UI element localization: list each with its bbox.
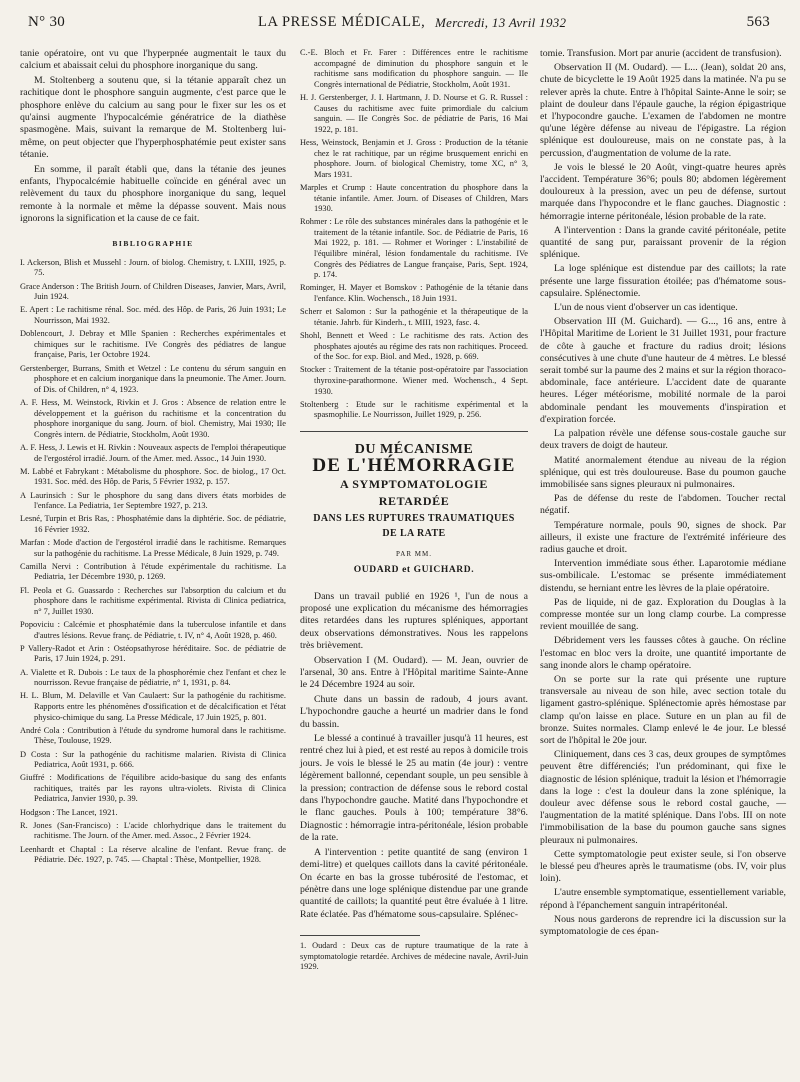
bib-entry: Doblencourt, J. Debray et Mlle Spanien : Recherches expérimentales et chimiques sur le rachitisme. IVe Congrès des pédiatres de langue française, Paris, 1er Octobre 1924.	[20, 329, 286, 360]
page-number: 563	[746, 14, 770, 30]
paragraph: Observation II (M. Oudard). — L... (Jean), soldat 20 ans, chute de bicyclette le 19 Août 1925 dans la matinée. N'a pu se relever après la chute. Entre à l'hôpital Sainte-Anne le soir; se plaint de douleur dans l'épaule gauche, la région épigastrique et l'hypocondre gauche. L'examen de l'abdomen ne montre qu'une légère défense au niveau de l'épigastre. La région splénique est douloureuse, mais on ne constate pas, à la percussion, d'augmentation de volume de la rate.	[540, 62, 786, 159]
paragraph: La loge splénique est distendue par des caillots; la rate présente une large fissuration étoilée; pas d'hématome sous-capsulaire. Splénectomie.	[540, 263, 786, 299]
article-byline-prefix: PAR MM.	[396, 550, 432, 559]
paragraph: Nous nous garderons de reprendre ici la discussion sur la symptomatologie de ces épan-	[540, 913, 786, 938]
article-authors: OUDARD et GUICHARD.	[353, 565, 475, 576]
issue-number: N° 30	[28, 14, 66, 30]
paragraph: tomie. Transfusion. Mort par anurie (accident de transfusion).	[540, 48, 782, 59]
paragraph: Matité anormalement étendue au niveau de la région splénique, qui est très douloureuse. Base du poumon gauche immobilisée sans signes pleuraux ni pulmonaires.	[540, 454, 786, 490]
article-title-line: DU MÉCANISME	[354, 441, 474, 457]
bib-entry: A Laurinsich : Sur le phosphore du sang dans divers états morbides de l'enfance. La Pediatria, 1er Septembre 1927, p. 213.	[20, 490, 286, 511]
article-title-line: DE L'HÉMORRAGIE	[312, 455, 516, 477]
paragraph: L'un de nous vient d'observer un cas identique.	[554, 302, 738, 314]
paragraph: Chute dans un bassin de radoub, 4 jours avant. L'hypochondre gauche a heurté un madrier dans le fond du bassin.	[300, 693, 528, 730]
column-right	[540, 48, 786, 940]
paragraph: Le blessé a continué à travailler jusqu'à 11 heures, est rentré chez lui à pied, et est resté au repos à domicile trois jours. Je vois le blessé le 25 au matin (4e jour) : ventre légèrement ballonné, cependant souple, un peu sensible à la pression; contraction de défense sous le rebord costal dans l'hypochondre gauche. Matité dans l'hypochondre et le flanc gauches. Pouls à 100; température 38°6. Diagnostic : hémorragie intra-péritonéale, lésion probable de la rate.	[300, 733, 528, 844]
bib-entry: Hess, Weinstock, Benjamin et J. Gross : Production de la tétanie chez le rat rachitique, par un régime brusquement enrichi en phosphore. Journ. of biological Chemistry, tome XC, n° 3, Mars 1931.	[300, 137, 528, 179]
paragraph: Observation I (M. Oudard). — M. Jean, ouvrier de l'arsenal, 30 ans. Entre à l'Hôpital maritime Sainte-Anne le 24 Décembre 1924 au soir.	[300, 654, 528, 691]
bib-entry: C.-E. Bloch et Fr. Farer : Différences entre le rachitisme accompagné de diminution du phosphore sanguin et le rachitisme sans modification du phosphore sanguin. — IIe Congrès international de Pédiatrie, Stockholm, Août 1931.	[300, 48, 528, 89]
bib-entry: A. Vialette et R. Dubois : Le taux de la phosphorémie chez l'enfant et chez le nourrisson. Revue française de pédiatrie, n° 1, 1931, p. 84.	[20, 667, 286, 688]
bib-entry: D Costa : Sur la pathogénie du rachitisme malarien. Rivista di Clinica Pediatrica, Août 1931, p. 666.	[20, 749, 286, 770]
article-title-line: RETARDÉE	[378, 493, 450, 508]
paragraph: On se porte sur la rate qui présente une rupture transversale au niveau de son hile, avec section totale du ligament gastro-splénique. Splénectomie après hémostase par clamp qu'on laisse en place. Suture en un plan au fil de bronze. Suites normales. Clamp enlevé le 4e jour. Le blessé sort de l'hôpital le 20e jour.	[540, 673, 786, 746]
paragraph: Pas de liquide, ni de gaz. Exploration du Douglas à la compresse montée sur un long clamp courbe. La compresse revient mouillée de sang.	[540, 596, 786, 633]
bibliography-list	[20, 258, 286, 866]
footnote: 1. Oudard : Deux cas de rupture traumatique de la rate à symptomatologie retardée. Archives de médecine navale, Avril-Juin 1929.	[300, 941, 528, 971]
bib-entry: Stocker : Traitement de la tétanie post-opératoire par l'association thyroxine-parathormone. Wiener med. Wochensch., 4 Sept. 1930.	[300, 365, 528, 396]
bib-entry: P Vallery-Radot et Arin : Ostéopsathyrose héréditaire. Soc. de pédiatrie de Paris, 17 Juin 1924, p. 291.	[20, 643, 286, 664]
paragraph: Dans un travail publié en 1926 ¹, l'un de nous a proposé une explication du mécanisme des hémorragies dites retardées dans les ruptures spléniques, apportant deux observations démonstratives. Nous les rappelons très brièvement.	[300, 590, 528, 652]
paragraph: Température normale, pouls 90, signes de shock. Par ailleurs, il existe une fracture de l'extrémité inférieure des radius gauche et droit.	[540, 519, 786, 555]
section-divider	[300, 431, 528, 432]
bib-entry: Lesné, Turpin et Bris Ras, : Phosphatémie dans la diphtérie. Soc. de pédiatrie, 16 Février 1932.	[20, 514, 286, 534]
bib-entry: A. F. Hess, J. Lewis et H. Rivkin : Nouveaux aspects de l'emploi thérapeutique de l'ergostérol irradié. Journ. of the Amer. med. Assoc., 14 Juin 1930.	[20, 442, 286, 463]
bibliography-list-continued	[300, 48, 528, 421]
column-middle	[300, 48, 528, 972]
journal-title: LA PRESSE MÉDICALE,	[258, 14, 426, 30]
bib-entry: I. Ackerson, Blish et Mussehl : Journ. of biolog. Chemistry, t. LXIII, 1925, p. 75.	[20, 257, 286, 278]
column-left	[20, 48, 286, 868]
bib-entry: E. Apert : Le rachitisme rénal. Soc. méd. des Hôp. de Paris, 26 Juin 1931; Le Nourrisson, Mai 1932.	[20, 305, 286, 326]
paragraph: A l'intervention : Dans la grande cavité péritonéale, petite quantité de sang pur, paraissant provenir de la région splénique.	[540, 224, 786, 261]
bib-entry: Camilla Nervi : Contribution à l'étude expérimentale du rachitisme. La Pediatria, 1er Décembre 1930, p. 1269.	[20, 561, 286, 582]
paragraph: Cliniquement, dans ces 3 cas, deux groupes de symptômes peuvent être différenciés; l'un prédominant, qui fixe le diagnostic de lésion splénique, traduit la lésion et l'hémorragie dans la loge : c'est la douleur dans la zone splénique, la douleur avec défense sous le rebord costal gauche, — l'augmentation de la matité splénique. Dans l'obs. III on note l'immobilisation de la base du poumon gauche sans signes pleuraux ni pulmonaires.	[540, 749, 786, 846]
bib-entry: Fl. Peola et G. Guassardo : Recherches sur l'absorption du calcium et du phosphore dans le rachitisme expérimental. Rivista di Clinica pediatrica, n° 7, Juillet 1930.	[20, 585, 286, 616]
paragraph: M. Stoltenberg a soutenu que, si la tétanie apparaît chez un rachitique dont le phosphore sanguin augmente, c'est parce que le phosphore enlève du calcium au sang pour le fixer sur les os et qu'ainsi augmente l'hypocalcémie génératrice de la diathèse spasmogène. Mais, suivant la remarque de M. Stoltenberg lui-même, on peut objecter que l'hyperphosphatémie peut exister sans tétanie.	[20, 74, 286, 161]
bib-entry: Leenhardt et Chaptal : La réserve alcaline de l'enfant. Revue franç. de Pédiatrie. Déc. 1927, p. 745. — Chaptal : Thèse, Montpellier, 1928.	[20, 844, 286, 865]
bib-entry: R. Jones (San-Francisco) : L'acide chlorhydrique dans le traitement du rachitisme. The Journ. of the Amer. med. Assoc., 2 Février 1924.	[20, 820, 286, 841]
bib-entry: Scherr et Salomon : Sur la pathogénie et la thérapeutique de la tétanie. Jahrb. für Kinderh., t. MIII, 1923, fasc. 4.	[300, 307, 528, 327]
paragraph: Observation III (M. Guichard). — G..., 16 ans, entre à l'Hôpital Maritime de Lorient le 31 Juillet 1931, pour fracture de côte à gauche et fracture du radius droit; lésions consécutives à une chute d'une hauteur de 4 mètres. Le blessé serait tombé sur la paume des 2 mains et sur la région thoraco-abdominale, face antérieure. L'accident date de quarante heures. Léger météorisme, mobilité normale de la paroi abdominale pendant les mouvements d'inspiration et d'expiration forcée.	[540, 316, 786, 425]
page-header	[20, 8, 780, 34]
bib-entry: Rohmer : Le rôle des substances minérales dans la pathogénie et le traitement de la tétanie infantile. Soc. de Pédiatrie de Paris, 16 Mai 1922, p. 181. — Rohmer et Woringer : L'instabilité de l'équilibre minéral, lésion fondamentale du rachitisme. IVe Congrès des Pédiatres de Langue française, Paris, Sept. 1924, p. 174.	[300, 217, 528, 280]
bib-entry: Grace Anderson : The British Journ. of Children Diseases, Janvier, Mars, Avril, Juin 1924.	[20, 281, 286, 302]
bibliography-heading: BIBLIOGRAPHIE	[112, 238, 194, 248]
bib-entry: André Cola : Contribution à l'étude du syndrome humoral dans le rachitisme. Thèse, Toulouse, 1929.	[20, 725, 286, 746]
article-title-line: DE LA RATE	[382, 527, 446, 539]
paragraph: Intervention immédiate sous éther. Laparotomie médiane sus-ombilicale. L'estomac se présente immédiatement distendu, se herniant entre les lèvres de la plaie opératoire.	[540, 558, 786, 594]
paragraph: Débridement vers les fausses côtes à gauche. On récline l'estomac en bloc vers la droite, une quantité importante de sang inonde alors le champ opératoire.	[540, 635, 786, 671]
issue-date: Mercredi, 13 Avril 1932	[435, 15, 567, 30]
bib-entry: Gerstenberger, Burrans, Smith et Wetzel : Le contenu du sérum sanguin en phosphore et en calcium inorganique dans la pneumonie. The Amer. Journ. of Dis. of Children, n° 4, 1923.	[20, 363, 286, 394]
bib-entry: Popoviciu : Calcémie et phosphatémie dans la tuberculose infantile et dans d'autres lésions. Revue franç. de Pédiatrie, t. IV, n° 4, Août 1928, p. 460.	[20, 620, 286, 640]
paragraph: Pas de défense du reste de l'abdomen. Toucher rectal négatif.	[540, 493, 786, 517]
bib-entry: Rominger, H. Mayer et Bomskov : Pathogénie de la tétanie dans l'enfance. Klin. Wochensch., 18 Juin 1931.	[300, 283, 528, 304]
article-title-block	[300, 441, 528, 577]
article-title-line: A SYMPTOMATOLOGIE	[340, 477, 488, 492]
paragraph: Je vois le blessé le 20 Août, vingt-quatre heures après l'accident. Température 36°6; pouls 80; abdomen légèrement douloureux à la pression, avec un peu de défense, surtout marquée dans l'hypocondre et le flanc gauches. Diagnostic : hémorragie interne péritonéale, lésion probable de la rate.	[540, 161, 786, 222]
bib-entry: Hodgson : The Lancet, 1921.	[20, 807, 118, 817]
bib-entry: Marples et Crump : Haute concentration du phosphore dans la tétanie infantile. Amer. Journ. of Diseases of Children, Mars 1930.	[300, 182, 528, 214]
bib-entry: H. J. Gerstenberger, J. I. Hartmann, J. D. Nourse et G. R. Russel : Causes du rachitisme avec fuite primordiale du calcium sanguin. — IIe Congrès Soc. de pédiatrie de Paris, 16 Mai 1922, p. 181.	[300, 92, 528, 134]
bib-entry: Shohl, Bennett et Weed : Le rachitisme des rats. Action des phosphates ajoutés au régime des rats non rachitiques. Proceed. of the Soc. for exp. Biol. and Med., 1928, p. 669.	[300, 331, 528, 362]
bib-entry: Giuffré : Modifications de l'équilibre acido-basique du sang des enfants rachitiques, traités par les rayons ultra-violets. Rivista di Clinica Pediatrica, Janvier 1930, p. 39.	[20, 773, 286, 804]
paragraph: tanie opératoire, ont vu que l'hyperpnée augmentait le taux du calcium et abaissait celui du phosphore inorganique du sang.	[20, 48, 286, 72]
bib-entry: Marfan : Mode d'action de l'ergostérol irradié dans le rachitisme. Remarques sur la pathogénie du rachitisme. La Presse Médicale, 8 Juin 1929, p. 749.	[20, 538, 286, 558]
paragraph: L'autre ensemble symptomatique, essentiellement variable, répond à l'épanchement sanguin intrapéritonéal.	[540, 887, 786, 911]
footnote-divider	[300, 935, 420, 936]
bib-entry: H. L. Blum, M. Delaville et Van Caulaert: Sur la pathogénie du rachitisme. Rapports entre les phénomènes d'ossification et de décalcification et l'état physico-chimique du sang. La Presse Médicale, 17 Juin 1925, p. 801.	[20, 691, 286, 722]
bib-entry: Stoltenberg : Etude sur le rachitisme expérimental et la spasmophilie. Le Nourrisson, Juillet 1929, p. 256.	[300, 399, 528, 420]
bib-entry: A. F. Hess, M. Weinstock, Rivkin et J. Gros : Absence de relation entre le développement et la guérison du rachitisme et la concentration du phosphore inorganique du sang. Journ. of biol. Chemistry, Mai 1930; IIe Congrès intern. de Pédiatrie, Stockholm, Août 1930.	[20, 397, 286, 439]
article-title-line: DANS LES RUPTURES TRAUMATIQUES	[313, 512, 515, 524]
paragraph: La palpation révèle une défense sous-costale gauche sur deux travers de doigt de hauteur.	[540, 428, 786, 452]
paragraph: Cette symptomatologie peut exister seule, si l'on observe le blessé peu d'heures après le traumatisme (obs. IV, voir plus loin).	[540, 848, 786, 885]
bib-entry: M. Labbé et Fabrykant : Métabolisme du phosphore. Soc. de biolog., 17 Oct. 1931. Soc. méd. des Hôp. de Paris, 5 Février 1932, p. 157.	[20, 466, 286, 487]
paragraph: En somme, il paraît établi que, dans la tétanie des jeunes enfants, l'hypocalcémie habituelle coïncide en général avec un relèvement du taux du phosphore inorganique du sang, lequel remonte à la normale et même la dépasse souvent. Mais nous ignorons la signification et la cause de ce fait.	[20, 163, 286, 225]
paragraph: A l'intervention : petite quantité de sang (environ 1 demi-litre) et quelques caillots dans la cavité péritonéale. On écarte en bas la grosse tubérosité de l'estomac, et pénètre dans une loge splénique distendue par une grande quantité de caillots; la quantité peut être évaluée à 1 litre. Rate éclatée. Pas d'hématome sous-capsulaire. Splénec-	[300, 846, 528, 920]
